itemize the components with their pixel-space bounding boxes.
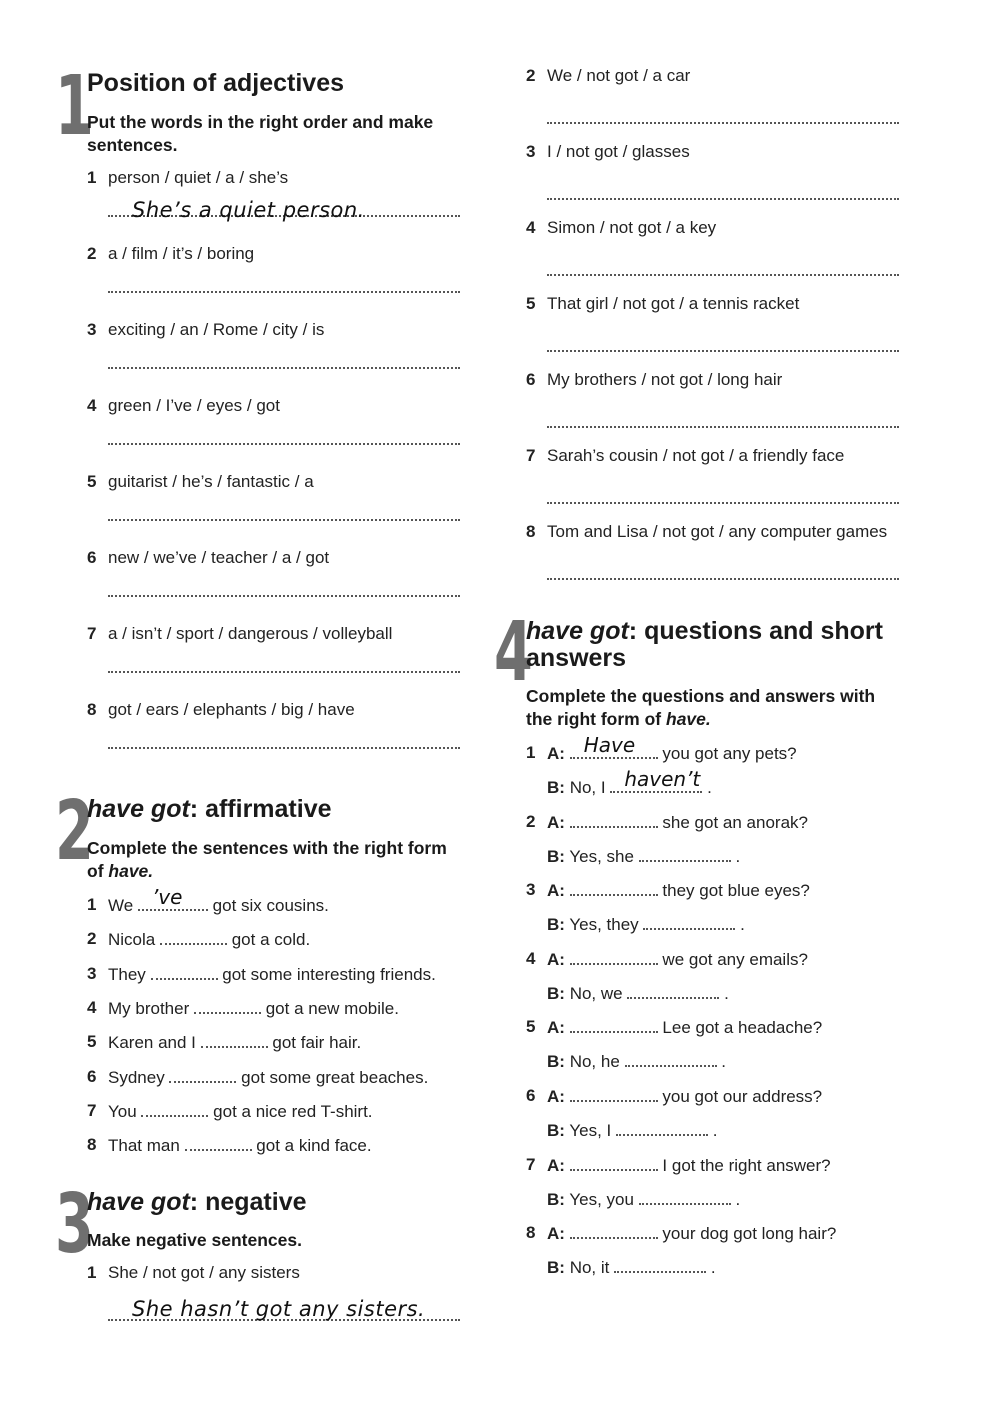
answer-line [547, 914, 745, 935]
label-a: A: [547, 949, 565, 969]
answer-line[interactable] [108, 291, 460, 293]
label-a: A: [547, 812, 565, 832]
item-prompt: I / not got / glasses [547, 142, 690, 161]
item-prompt: Sarah’s cousin / not got / a friendly face [547, 446, 845, 465]
item-number: 4 [87, 997, 97, 1017]
item-number: 6 [526, 370, 536, 389]
answer-blank[interactable] [639, 1189, 731, 1205]
section-3-instruction: Make negative sentences. [87, 1230, 302, 1250]
item-prompt: a / film / it’s / boring [108, 244, 255, 263]
handwritten-fill: ’ve [151, 885, 183, 909]
item-number: 5 [526, 1017, 536, 1037]
section-4-title [526, 618, 883, 672]
item-number: 2 [87, 929, 97, 949]
answer-line [547, 767, 712, 798]
answer-line[interactable] [547, 426, 899, 428]
answer-start: No, I [569, 778, 606, 797]
gap-sentence [108, 1101, 373, 1122]
answer-line [547, 1120, 717, 1141]
question-blank[interactable] [570, 733, 658, 759]
answer-end: . [735, 1189, 741, 1209]
sentence-start: Karen and I [108, 1033, 196, 1053]
answer-blank[interactable] [639, 846, 731, 862]
answer-blank[interactable] [627, 983, 719, 999]
item-number: 4 [87, 396, 97, 415]
answer-line [547, 846, 740, 867]
answer-end: . [721, 1052, 726, 1072]
answer-blank[interactable] [616, 1120, 708, 1136]
gap-sentence [108, 929, 310, 950]
handwritten-answer: She hasn’t got any sisters. [132, 1297, 426, 1321]
question-text: you got any pets? [662, 744, 797, 763]
item-number: 1 [87, 895, 97, 914]
label-a: A: [547, 1155, 565, 1175]
answer-end: . [724, 983, 729, 1003]
item-number: 2 [87, 244, 97, 263]
handwritten-fill: Have [583, 733, 636, 757]
gap-sentence [108, 1067, 428, 1088]
item-number: 6 [87, 548, 97, 567]
section-3-title-rest: : negative [189, 1188, 307, 1216]
item-number: 3 [526, 142, 536, 161]
question-text: Lee got a headache? [662, 1018, 823, 1038]
question-blank[interactable] [570, 880, 658, 896]
question-blank[interactable] [570, 949, 658, 965]
label-a: A: [547, 744, 565, 763]
handwritten-answer: She’s a quiet person. [132, 198, 365, 222]
item-number: 8 [87, 700, 97, 719]
answer-line[interactable] [108, 671, 460, 673]
section-3-title [87, 1189, 307, 1216]
question-line [547, 733, 797, 764]
item-number: 5 [526, 294, 536, 313]
section-2-title-em: have got [87, 795, 190, 823]
answer-start: No, we [569, 983, 623, 1003]
question-text: I got the right answer? [662, 1155, 831, 1175]
item-number: 1 [87, 168, 97, 187]
item-prompt: She / not got / any sisters [108, 1263, 300, 1282]
sentence-end: got a kind face. [256, 1136, 372, 1156]
gap-sentence [108, 1135, 372, 1156]
question-blank[interactable] [570, 1086, 658, 1102]
question-text: we got any emails? [662, 949, 808, 969]
answer-line[interactable] [547, 502, 899, 504]
label-b: B: [547, 915, 565, 935]
sentence-end: got six cousins. [212, 896, 329, 915]
item-prompt: new / we’ve / teacher / a / got [108, 548, 330, 567]
sentence-start: They [108, 964, 146, 984]
section-4-title-line2: answers [526, 644, 627, 672]
fill-blank[interactable] [201, 1032, 268, 1048]
question-blank[interactable] [570, 1223, 658, 1239]
question-line [547, 949, 808, 970]
section-4-title-rest: : questions and short [628, 617, 883, 645]
section-4-title-em: have got [526, 617, 629, 645]
item-number: 7 [87, 1100, 97, 1120]
label-a: A: [547, 881, 565, 901]
item-prompt: We / not got / a car [547, 66, 691, 85]
item-number: 4 [526, 948, 536, 968]
item-number: 8 [526, 522, 536, 541]
fill-blank[interactable] [151, 964, 218, 980]
question-line [547, 1086, 822, 1107]
section-2-instruction-em: have. [108, 861, 154, 881]
section-4-instruction [526, 685, 886, 731]
answer-line [547, 1257, 716, 1278]
item-prompt: guitarist / he’s / fantastic / a [108, 472, 314, 491]
item-number: 1 [87, 1263, 97, 1282]
sentence-end: got some interesting friends. [222, 964, 436, 984]
question-line [547, 1223, 836, 1244]
answer-start: Yes, you [569, 1189, 634, 1209]
question-line [547, 880, 810, 901]
sentence-end: got a nice red T-shirt. [213, 1101, 373, 1121]
item-number: 6 [87, 1066, 97, 1086]
answer-line[interactable] [547, 198, 899, 200]
question-blank[interactable] [570, 1017, 658, 1033]
handwritten-fill: haven’t [624, 767, 701, 791]
sentence-end: got a new mobile. [265, 998, 399, 1018]
item-number: 2 [526, 811, 536, 831]
sentence-start: Nicola [108, 930, 156, 950]
section-4-instruction-em: have. [666, 709, 711, 729]
answer-end: . [710, 1258, 716, 1278]
item-number: 4 [526, 218, 536, 237]
label-b: B: [547, 778, 565, 797]
section-2-instruction [87, 837, 462, 883]
question-line [547, 1155, 831, 1176]
item-number: 1 [526, 743, 536, 762]
item-prompt: Tom and Lisa / not got / any computer games [547, 522, 888, 541]
answer-line[interactable] [108, 367, 460, 369]
answer-line[interactable] [547, 350, 899, 352]
answer-line[interactable] [108, 595, 460, 597]
answer-blank[interactable] [610, 767, 702, 793]
label-b: B: [547, 1189, 565, 1209]
answer-start: No, he [569, 1052, 620, 1072]
item-number: 2 [526, 66, 536, 85]
item-number: 8 [526, 1223, 536, 1243]
question-blank[interactable] [570, 1155, 658, 1171]
answer-blank[interactable] [643, 914, 735, 930]
question-text: you got our address? [662, 1087, 823, 1106]
answer-line [547, 1051, 726, 1072]
fill-blank[interactable] [160, 929, 227, 945]
section-2-number: 2 [55, 784, 90, 879]
item-number: 8 [87, 1135, 97, 1155]
answer-line[interactable] [108, 519, 460, 521]
item-number: 7 [526, 446, 536, 465]
sentence-start: Sydney [108, 1067, 165, 1087]
item-prompt: got / ears / elephants / big / have [108, 700, 355, 719]
answer-line[interactable] [547, 274, 899, 276]
answer-start: No, it [569, 1258, 610, 1278]
gap-sentence [108, 998, 399, 1019]
item-number: 7 [526, 1154, 536, 1174]
item-prompt: Simon / not got / a key [547, 218, 717, 237]
answer-blank[interactable] [625, 1051, 717, 1067]
question-line [547, 1017, 822, 1038]
answer-line[interactable] [547, 578, 899, 580]
item-number: 7 [87, 624, 97, 643]
section-3-title-em: have got [87, 1188, 190, 1216]
sentence-start: My brother [108, 998, 190, 1018]
item-number: 3 [526, 880, 536, 900]
section-1-instruction: Put the words in the right order and make sentences. [87, 112, 434, 155]
section-2-title [87, 796, 332, 823]
section-3-number: 3 [55, 1177, 90, 1272]
answer-end: . [740, 915, 745, 935]
sentence-start: You [108, 1101, 137, 1121]
section-4-instruction-text: Complete the questions and answers with the right form of [526, 686, 876, 729]
answer-line [547, 983, 729, 1004]
section-1-number: 1 [55, 59, 90, 154]
label-b: B: [547, 846, 565, 866]
question-blank[interactable] [570, 812, 658, 828]
gap-sentence [108, 885, 329, 916]
item-prompt: person / quiet / a / she’s [108, 168, 289, 187]
label-a: A: [547, 1087, 565, 1106]
label-b: B: [547, 1258, 565, 1278]
item-prompt: My brothers / not got / long hair [547, 370, 783, 389]
sentence-end: got a cold. [231, 930, 311, 950]
item-number: 3 [87, 963, 97, 983]
fill-blank[interactable] [185, 1135, 252, 1151]
item-prompt: exciting / an / Rome / city / is [108, 320, 325, 339]
item-prompt: green / I’ve / eyes / got [108, 396, 280, 415]
answer-blank[interactable] [614, 1257, 706, 1273]
sentence-start: We [108, 896, 134, 915]
label-b: B: [547, 1121, 565, 1140]
gap-sentence [108, 1032, 361, 1053]
item-prompt: a / isn’t / sport / dangerous / volleyball [108, 624, 393, 643]
item-prompt: That girl / not got / a tennis racket [547, 294, 800, 313]
answer-line[interactable] [108, 443, 460, 445]
item-number: 3 [87, 320, 97, 339]
sentence-start: That man [108, 1136, 180, 1156]
fill-blank[interactable] [138, 885, 208, 911]
fill-blank[interactable] [141, 1101, 208, 1117]
item-number: 6 [526, 1086, 536, 1105]
fill-blank[interactable] [169, 1067, 236, 1083]
answer-end: . [735, 846, 741, 866]
label-b: B: [547, 1052, 565, 1072]
answer-end: . [707, 778, 712, 797]
label-a: A: [547, 1224, 565, 1244]
item-number: 5 [87, 472, 97, 491]
label-b: B: [547, 983, 565, 1003]
answer-line[interactable] [547, 122, 899, 124]
sentence-end: got some great beaches. [241, 1067, 429, 1087]
question-text: your dog got long hair? [662, 1224, 837, 1244]
answer-line[interactable] [108, 747, 460, 749]
section-2-title-rest: : affirmative [189, 795, 332, 823]
section-4-number: 4 [494, 605, 529, 700]
section-2-instruction-text: Complete the sentences with the right form of [87, 838, 447, 881]
question-text: they got blue eyes? [662, 881, 810, 901]
item-number: 5 [87, 1032, 97, 1052]
label-a: A: [547, 1018, 565, 1038]
answer-start: Yes, they [569, 915, 639, 935]
answer-line [547, 1189, 740, 1210]
question-text: she got an anorak? [662, 812, 808, 832]
section-1-title: Position of adjectives [87, 69, 345, 97]
question-line [547, 812, 808, 833]
gap-sentence [108, 964, 436, 985]
answer-start: Yes, I [569, 1121, 612, 1140]
sentence-end: got fair hair. [272, 1033, 362, 1053]
answer-end: . [712, 1121, 718, 1140]
answer-start: Yes, she [569, 846, 634, 866]
fill-blank[interactable] [194, 998, 261, 1014]
